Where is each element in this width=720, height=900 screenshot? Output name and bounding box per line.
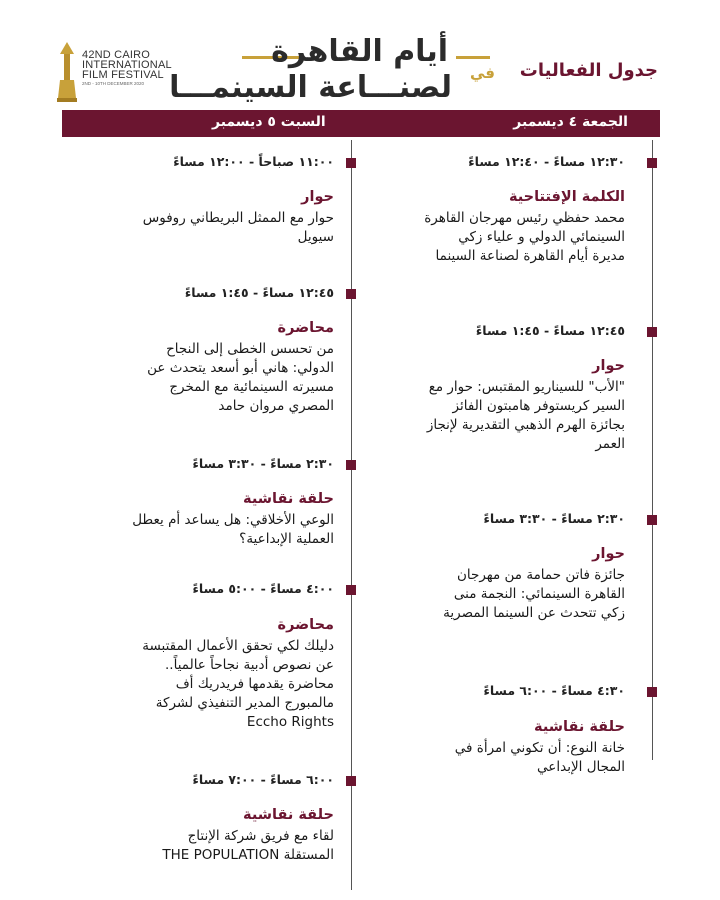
event-time: ١٢:٤٥ مساءً - ١:٤٥ مساءً [475, 323, 625, 338]
description-line: محمد حفظي رئيس مهرجان القاهرة [424, 210, 625, 226]
event-description [443, 566, 625, 623]
description-line: مديرة أيام القاهرة لصناعة السينما [435, 248, 625, 264]
event-type: حلقة نقاشية [534, 719, 625, 735]
timeline-marker [647, 158, 657, 168]
title-line2: لصنـــاعة السينمـــا [169, 70, 452, 105]
timeline-marker [346, 585, 356, 595]
event-time: ٤:٣٠ مساءً - ٦:٠٠ مساءً [483, 683, 625, 698]
event-type: حوار [592, 546, 625, 562]
description-line: المستقلة THE POPULATION [162, 847, 334, 863]
event-description [132, 511, 334, 549]
timeline-marker [346, 776, 356, 786]
description-line: دليلك لكي تحقق الأعمال المقتبسة [142, 638, 334, 654]
description-line: زكي تتحدث عن السينما المصرية [443, 605, 625, 621]
day-saturday: السبت ٥ ديسمبر [212, 114, 326, 130]
event-description [424, 209, 625, 266]
event-time: ٢:٣٠ مساءً - ٣:٣٠ مساءً [192, 456, 334, 471]
event-type: حلقة نقاشية [243, 807, 334, 823]
event-description [455, 739, 625, 777]
description-line: المصري مروان حامد [218, 398, 334, 414]
description-line: القاهرة السينمائي: النجمة منى [453, 586, 625, 602]
festival-logo [52, 40, 182, 110]
description-line: جائزة فاتن حمامة من مهرجان [456, 567, 625, 583]
event-time: ٤:٠٠ مساءً - ٥:٠٠ مساءً [192, 581, 334, 596]
timeline-marker [346, 289, 356, 299]
timeline-marker [346, 460, 356, 470]
event-description [162, 827, 334, 865]
description-line: من تحسس الخطى إلى النجاح [166, 341, 334, 357]
description-line: مسيرته السينمائية مع المخرج [169, 379, 334, 395]
event-description [427, 378, 625, 454]
event-time: ٦:٠٠ مساءً - ٧:٠٠ مساءً [192, 772, 334, 787]
event-type: حلقة نقاشية [243, 491, 334, 507]
event-time: ١٢:٣٠ مساءً - ١٢:٤٠ مساءً [468, 154, 625, 169]
description-line: خانة النوع: أن تكوني امرأة في [454, 740, 625, 756]
description-line: "الأب" للسيناريو المقتبس: حوار مع [428, 379, 625, 395]
event-time: ٢:٣٠ مساءً - ٣:٣٠ مساءً [483, 511, 625, 526]
timeline-friday [652, 140, 653, 760]
description-line: المجال الإبداعي [537, 759, 625, 775]
description-line: سيويل [297, 229, 334, 245]
description-line: لقاء مع فريق شركة الإنتاج [187, 828, 334, 844]
day-friday: الجمعة ٤ ديسمبر [513, 114, 628, 130]
timeline-marker [647, 515, 657, 525]
event-time: ١٢:٤٥ مساءً - ١:٤٥ مساءً [184, 285, 334, 300]
event-type: محاضرة [277, 320, 334, 336]
title-decor-right [456, 56, 490, 59]
day-header-bar [62, 110, 660, 137]
pyramid-trophy-icon [56, 40, 78, 104]
logo-line2: INTERNATIONAL [82, 59, 172, 71]
event-description [142, 637, 334, 732]
event-type: الكلمة الإفتتاحية [508, 189, 625, 205]
description-line: مالمبورج المدير التنفيذي لشركة [155, 695, 334, 711]
description-line: السير كريستوفر هامبتون الفائز [452, 398, 625, 414]
description-line: حوار مع الممثل البريطاني روفوس [142, 210, 334, 226]
description-line: السينمائي الدولي و علياء زكي [458, 229, 625, 245]
title-line1: أيام القاهرة [271, 34, 448, 69]
event-time: ١١:٠٠ صباحاً - ١٢:٠٠ مساءً [173, 154, 334, 169]
description-line: الدولي: هاني أبو أسعد يتحدث عن [147, 360, 334, 376]
timeline-marker [647, 327, 657, 337]
event-description [143, 209, 334, 247]
event-title [169, 34, 490, 105]
description-line: Eccho Rights [246, 714, 334, 730]
logo-line1: 42ND CAIRO [82, 49, 151, 61]
description-line: عن نصوص أدبية نجاحاً عالمياً.. [165, 657, 334, 673]
fi-label: في [470, 64, 495, 82]
event-type: حوار [592, 358, 625, 374]
event-type: محاضرة [277, 617, 334, 633]
description-line: محاضرة يقدمها فريدريك أف [175, 676, 334, 692]
description-line: العمر [595, 436, 625, 452]
description-line: الوعي الأخلاقي: هل يساعد أم يعطل [132, 512, 334, 528]
logo-dates: 2ND - 10TH DECEMBER 2020 [82, 81, 145, 86]
description-line: العملية الإبداعية؟ [239, 531, 334, 547]
event-description [147, 340, 334, 416]
schedule-label: جدول الفعاليات [519, 60, 658, 81]
timeline-marker [647, 687, 657, 697]
timeline-marker [346, 158, 356, 168]
description-line: بجائزة الهرم الذهبي التقديرية لإنجاز [426, 417, 625, 433]
logo-line3: FILM FESTIVAL [82, 69, 164, 81]
event-type: حوار [301, 189, 334, 205]
